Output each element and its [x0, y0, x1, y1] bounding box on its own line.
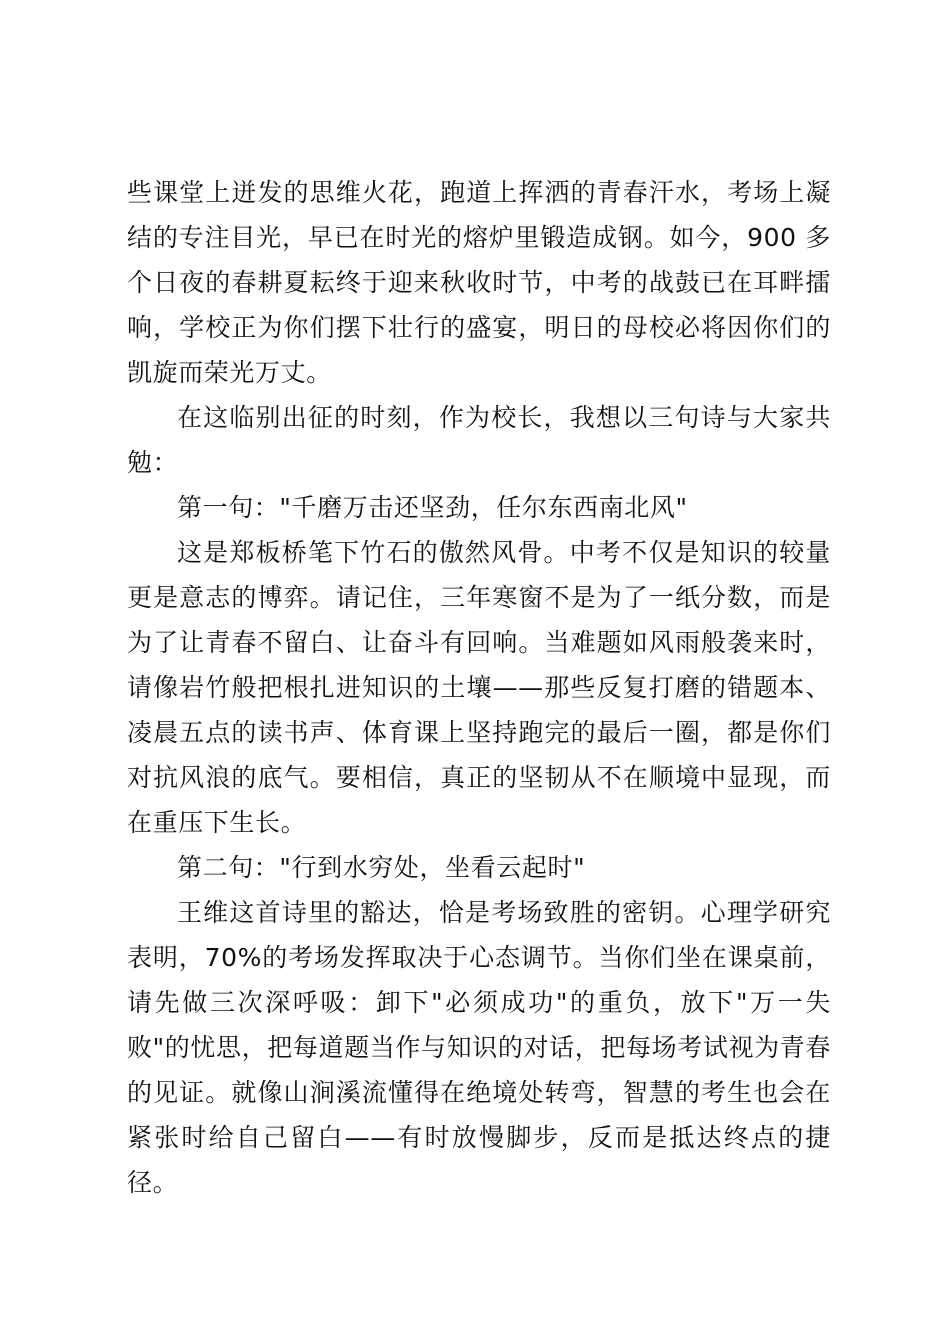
- paragraph-1: 些课堂上迸发的思维火花，跑道上挥洒的青春汗水，考场上凝结的专注目光，早已在时光的熔炉里锻造成钢。如今，900 多个日夜的春耕夏耘终于迎来秋收时节，中考的战鼓已在耳畔擂响，学校正为你们摆下壮行的盛宴，明日的母校必将因你们的凯旋而荣光万丈。: [127, 178, 831, 387]
- paragraph-3-heading-first-verse: 第一句："千磨万击还坚劲，任尔东西南北风": [177, 493, 688, 522]
- paragraph-4: 这是郑板桥笔下竹石的傲然风骨。中考不仅是知识的较量更是意志的博弈。请记住，三年寒窗不是为了一纸分数，而是为了让青春不留白、让奋斗有回响。当难题如风雨般袭来时，请像岩竹般把根扎进知识的土壤——那些反复打磨的错题本、凌晨五点的读书声、体育课上坚持跑完的最后一圈，都是你们对抗风浪的底气。要相信，真正的坚韧从不在顺境中显现，而在重压下生长。: [127, 538, 831, 837]
- paragraph-6: 王维这首诗里的豁达，恰是考场致胜的密钥。心理学研究表明，70%的考场发挥取决于心态调节。当你们坐在课桌前，请先做三次深呼吸：卸下"必须成功"的重负，放下"万一失败"的忧思，把每道题当作与知识的对话，把每场考试视为青春的见证。就像山涧溪流懂得在绝境处转弯，智慧的考生也会在紧张时给自己留白——有时放慢脚步，反而是抵达终点的捷径。: [127, 898, 831, 1197]
- paragraph-2: 在这临别出征的时刻，作为校长，我想以三句诗与大家共勉：: [127, 403, 831, 477]
- paragraph-5-heading-second-verse: 第二句："行到水穷处，坐看云起时": [177, 853, 586, 882]
- document-body: [127, 170, 831, 1205]
